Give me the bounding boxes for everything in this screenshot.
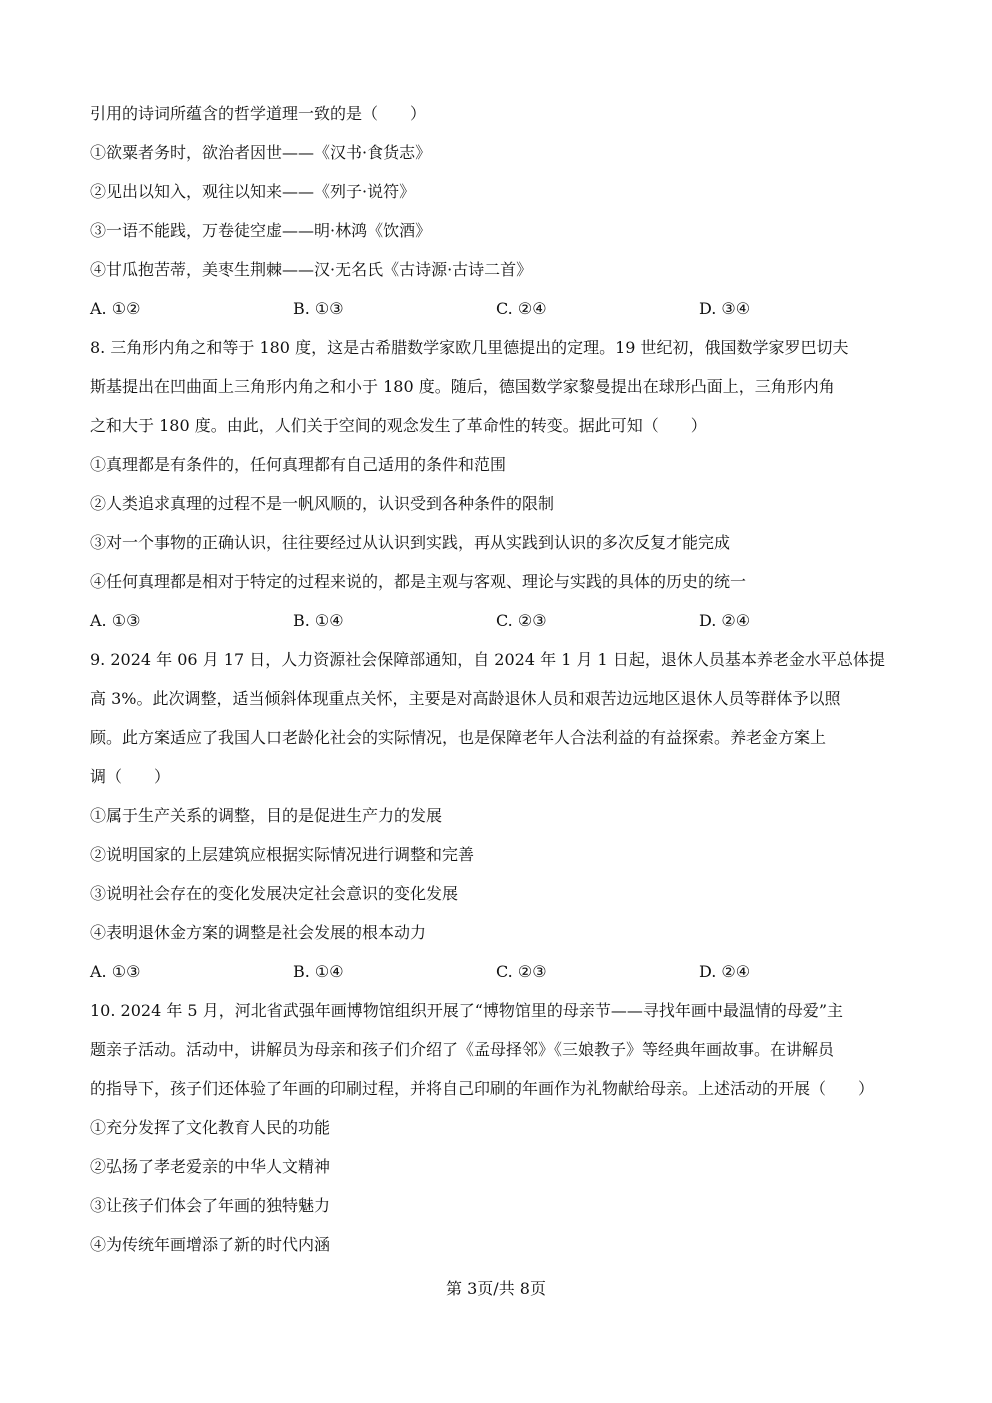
q10-item-2: ②弘扬了孝老爱亲的中华人文精神	[90, 1157, 331, 1176]
q9-options	[90, 961, 910, 983]
q7-stem-continuation: 引用的诗词所蕴含的哲学道理一致的是（ ）	[90, 104, 427, 123]
q10-item-3: ③让孩子们体会了年画的独特魅力	[90, 1196, 331, 1215]
q7-option-b: B. ①③	[293, 299, 344, 318]
q10-stem-line-1: 10. 2024 年 5 月，河北省武强年画博物馆组织开展了“博物馆里的母亲节——寻找年画中最温情的母爱”主	[90, 1001, 844, 1020]
q7-item-1: ①欲粟者务时，欲治者因世——《汉书·食货志》	[90, 143, 432, 162]
q9-stem-line-1: 9. 2024 年 06 月 17 日，人力资源社会保障部通知，自 2024 年 1 月 1 日起，退休人员基本养老金水平总体提	[90, 650, 885, 669]
q7-option-a: A. ①②	[90, 299, 141, 318]
q7-options	[90, 298, 910, 320]
q9-item-1: ①属于生产关系的调整，目的是促进生产力的发展	[90, 806, 443, 825]
q9-stem-line-4: 调（ ）	[90, 767, 171, 786]
q9-stem-line-2: 高 3%。此次调整，适当倾斜体现重点关怀，主要是对高龄退休人员和艰苦边远地区退休人员等群体予以照	[90, 689, 841, 708]
q9-item-2: ②说明国家的上层建筑应根据实际情况进行调整和完善	[90, 845, 475, 864]
q7-option-c: C. ②④	[496, 299, 547, 318]
q9-option-b: B. ①④	[293, 962, 344, 981]
q9-option-a: A. ①③	[90, 962, 141, 981]
q9-option-d: D. ②④	[699, 962, 751, 981]
q8-item-3: ③对一个事物的正确认识，往往要经过从认识到实践，再从实践到认识的多次反复才能完成	[90, 533, 731, 552]
q9-item-3: ③说明社会存在的变化发展决定社会意识的变化发展	[90, 884, 459, 903]
q8-item-2: ②人类追求真理的过程不是一帆风顺的，认识受到各种条件的限制	[90, 494, 555, 513]
q8-option-a: A. ①③	[90, 611, 141, 630]
q7-item-4: ④甘瓜抱苦蒂，美枣生荆棘——汉·无名氏《古诗源·古诗二首》	[90, 260, 533, 279]
q8-item-4: ④任何真理都是相对于特定的过程来说的，都是主观与客观、理论与实践的具体的历史的统一	[90, 572, 747, 591]
q10-stem-line-2: 题亲子活动。活动中，讲解员为母亲和孩子们介绍了《孟母择邻》《三娘教子》等经典年画故事。在讲解员	[90, 1040, 835, 1059]
q8-stem-line-1: 8. 三角形内角之和等于 180 度，这是古希腊数学家欧几里德提出的定理。19 世纪初，俄国数学家罗巴切夫	[90, 338, 849, 357]
q9-stem-line-3: 顾。此方案适应了我国人口老龄化社会的实际情况，也是保障老年人合法利益的有益探索。养老金方案上	[90, 728, 827, 747]
q9-item-4: ④表明退休金方案的调整是社会发展的根本动力	[90, 923, 427, 942]
q7-item-2: ②见出以知入，观往以知来——《列子·说符》	[90, 182, 416, 201]
q9-option-c: C. ②③	[496, 962, 547, 981]
q10-stem-line-3: 的指导下，孩子们还体验了年画的印刷过程，并将自己印刷的年画作为礼物献给母亲。上述活动的开展（ ）	[90, 1079, 875, 1098]
q8-option-b: B. ①④	[293, 611, 344, 630]
q8-item-1: ①真理都是有条件的，任何真理都有自己适用的条件和范围	[90, 455, 507, 474]
q10-item-4: ④为传统年画增添了新的时代内涵	[90, 1235, 331, 1254]
q7-option-d: D. ③④	[699, 299, 751, 318]
page-number-footer: 第 3页/共 8页	[446, 1279, 546, 1298]
q10-item-1: ①充分发挥了文化教育人民的功能	[90, 1118, 331, 1137]
q8-option-c: C. ②③	[496, 611, 547, 630]
q8-options	[90, 610, 910, 632]
q8-option-d: D. ②④	[699, 611, 751, 630]
q8-stem-line-3: 之和大于 180 度。由此，人们关于空间的观念发生了革命性的转变。据此可知（ ）	[90, 416, 707, 435]
q8-stem-line-2: 斯基提出在凹曲面上三角形内角之和小于 180 度。随后，德国数学家黎曼提出在球形凸面上，三角形内角	[90, 377, 835, 396]
q7-item-3: ③一语不能践，万卷徒空虚——明·林鸿《饮酒》	[90, 221, 432, 240]
